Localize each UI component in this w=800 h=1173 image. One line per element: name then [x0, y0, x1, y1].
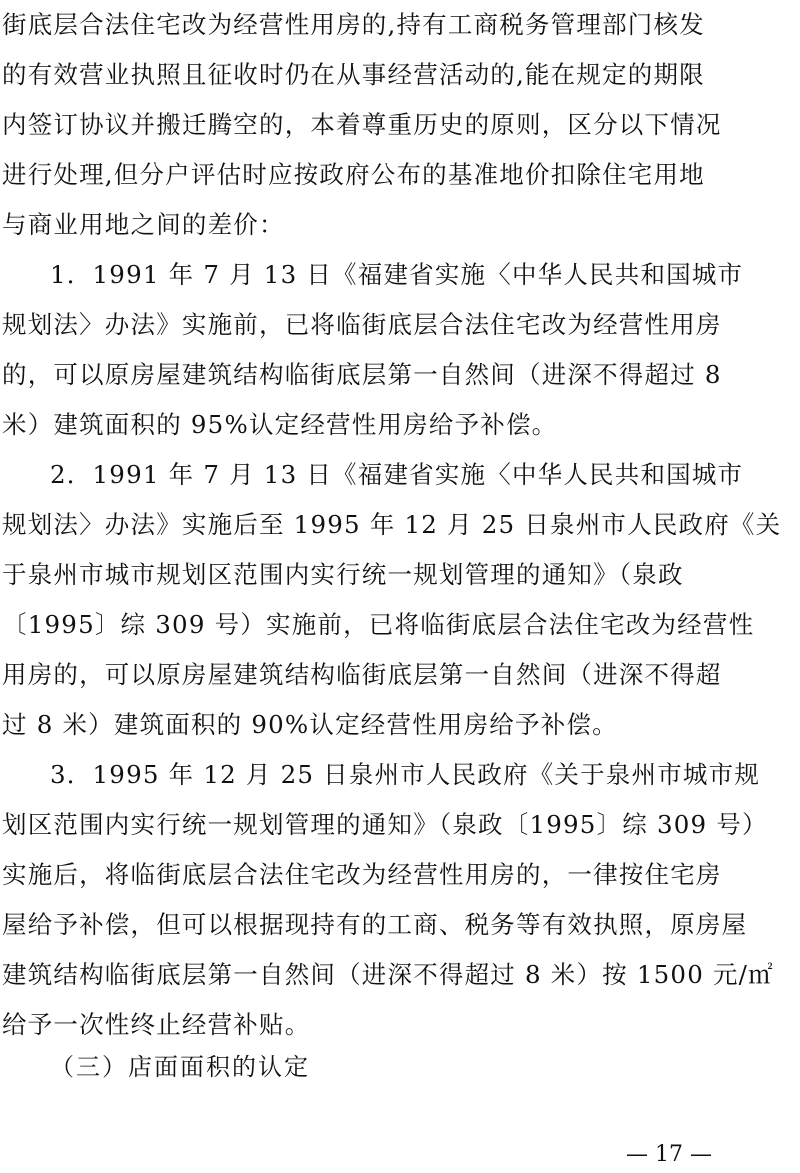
body-text-line: 屋给予补偿，但可以根据现持有的工商、税务等有效执照，原房屋: [2, 910, 748, 939]
body-text-line: 〔1995〕综 309 号）实施前，已将临街底层合法住宅改为经营性: [2, 610, 755, 639]
page-number: — 17 —: [626, 1142, 712, 1167]
item-2-line: 2．1991 年 7 月 13 日《福建省实施〈中华人民共和国城市: [50, 460, 744, 489]
body-text-line: 用房的，可以原房屋建筑结构临街底层第一自然间（进深不得超: [2, 660, 722, 689]
body-text-line: 米）建筑面积的 95%认定经营性用房给予补偿。: [2, 410, 558, 439]
body-text-line: 给予一次性终止经营补贴。: [2, 1010, 311, 1039]
section-heading: （三）店面面积的认定: [50, 1053, 310, 1081]
body-text-line: 规划法〉办法》实施后至 1995 年 12 月 25 日泉州市人民政府《关: [2, 510, 782, 539]
body-text-line: 于泉州市城市规划区范围内实行统一规划管理的通知》（泉政: [2, 560, 684, 589]
item-1-line: 1．1991 年 7 月 13 日《福建省实施〈中华人民共和国城市: [50, 260, 744, 289]
body-text-line: 街底层合法住宅改为经营性用房的,持有工商税务管理部门核发: [2, 10, 705, 39]
body-text-line: 的，可以原房屋建筑结构临街底层第一自然间（进深不得超过 8: [2, 360, 722, 389]
body-text-line: 与商业用地之间的差价：: [2, 210, 285, 239]
body-text-line: 实施后，将临街底层合法住宅改为经营性用房的，一律按住宅房: [2, 860, 722, 889]
body-text-line: 建筑结构临街底层第一自然间（进深不得超过 8 米）按 1500 元/㎡: [2, 960, 774, 989]
body-text-line: 内签订协议并搬迁腾空的，本着尊重历史的原则，区分以下情况: [2, 110, 722, 139]
body-text-line: 过 8 米）建筑面积的 90%认定经营性用房给予补偿。: [2, 710, 618, 739]
body-text-line: 划区范围内实行统一规划管理的通知》（泉政〔1995〕综 309 号）: [2, 810, 768, 839]
body-text-line: 进行处理,但分户评估时应按政府公布的基准地价扣除住宅用地: [2, 160, 705, 189]
body-text-line: 规划法〉办法》实施前，已将临街底层合法住宅改为经营性用房: [2, 310, 722, 339]
body-text-line: 的有效营业执照且征收时仍在从事经营活动的,能在规定的期限: [2, 60, 705, 89]
item-3-line: 3．1995 年 12 月 25 日泉州市人民政府《关于泉州市城市规: [50, 760, 761, 789]
